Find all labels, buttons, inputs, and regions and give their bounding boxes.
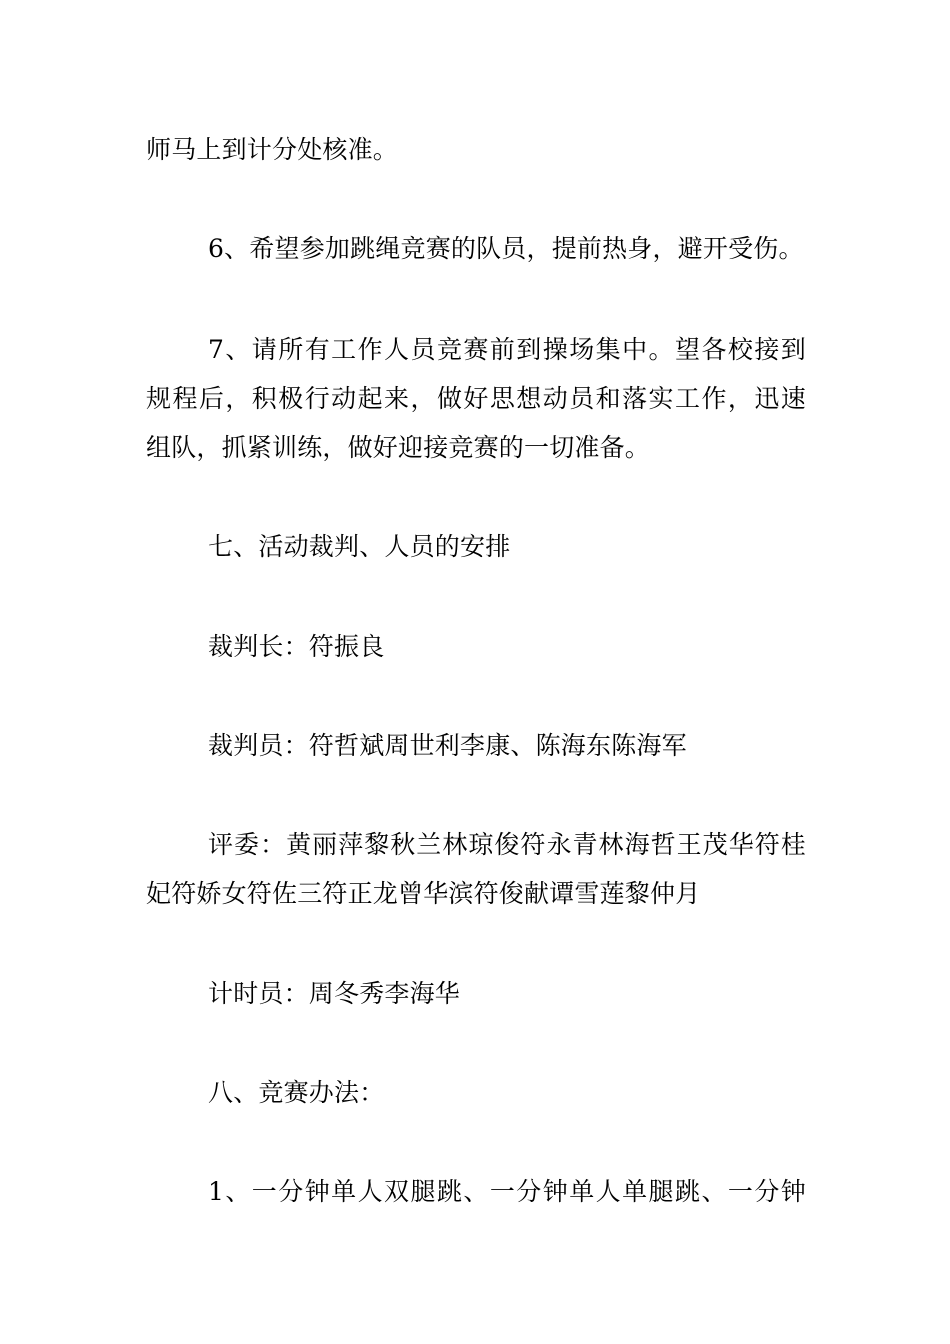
text-line-judges-1: 评委：黄丽萍黎秋兰林琼俊符永青林海哲王茂华符桂 [208,830,806,859]
section-heading-7: 七、活动裁判、人员的安排 [208,532,511,561]
section-heading-8: 八、竞赛办法： [208,1078,385,1107]
text-line-referees: 裁判员：符哲斌周世利李康、陈海东陈海军 [208,731,687,760]
text-line-4: 规程后，积极行动起来，做好思想动员和落实工作，迅速 [146,384,806,413]
text-line-1: 师马上到计分处核准。 [146,135,399,164]
text-line-method-1: 1、一分钟单人双腿跳、一分钟单人单腿跳、一分钟 [208,1177,806,1206]
text-line-5: 组队，抓紧训练，做好迎接竞赛的一切准备。 [146,433,651,462]
text-line-chief-referee: 裁判长：符振良 [208,632,385,661]
text-line-timekeepers: 计时员：周冬秀李海华 [208,979,461,1008]
text-line-3: 7、请所有工作人员竞赛前到操场集中。望各校接到 [208,335,806,364]
text-line-judges-2: 妃符娇女符佐三符正龙曾华滨符俊献谭雪莲黎仲月 [146,879,701,908]
text-line-2: 6、希望参加跳绳竞赛的队员，提前热身，避开受伤。 [208,234,804,263]
